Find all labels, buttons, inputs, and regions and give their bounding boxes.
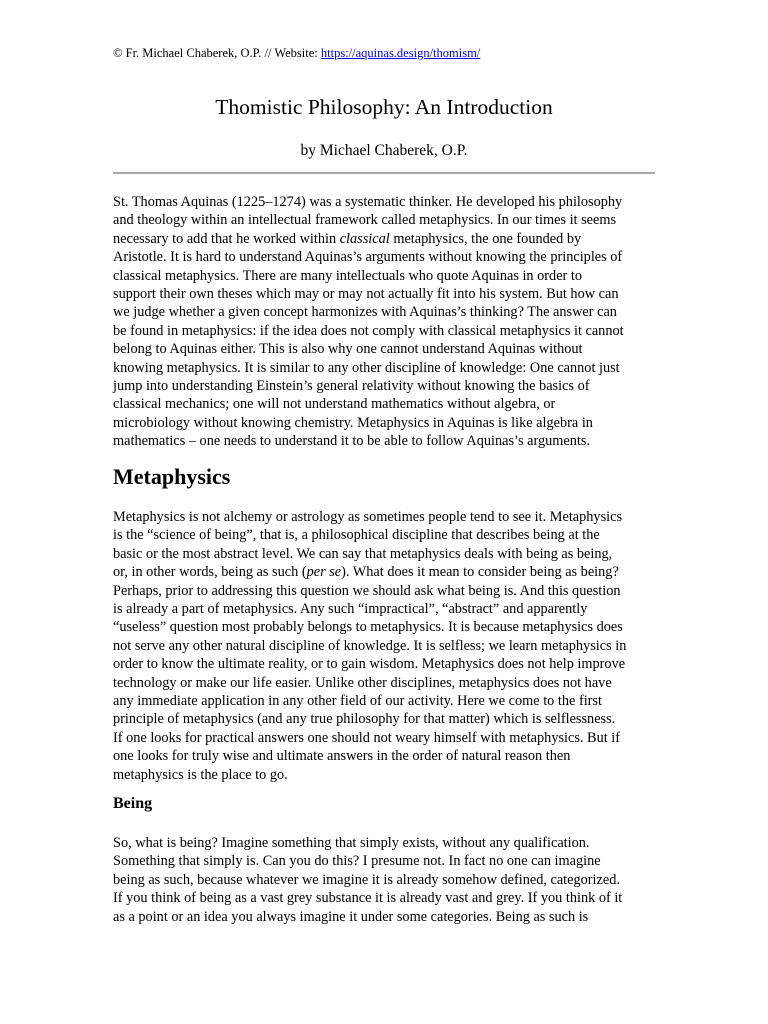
text-line: is the “science of being”, that is, a philosophical discipline that describes being at the (113, 527, 600, 544)
text-line: and theology within an intellectual framework called metaphysics. In our times it seems (113, 212, 617, 229)
text-line (113, 563, 655, 581)
text-segment: necessary to add that he worked within (113, 230, 340, 247)
text-line: principle of metaphysics (and any true philosophy for that matter) which is selflessness. (113, 711, 616, 728)
text-segment: ). What does it mean to consider being as being? (341, 564, 619, 581)
text-line: be found in metaphysics: if the idea does not comply with classical metaphysics it cannot (113, 322, 624, 339)
text-line: classical metaphysics. There are many intellectuals who quote Aquinas in order to (113, 267, 583, 284)
text-line: one looks for truly wise and ultimate answers in the order of natural reason then (113, 748, 571, 765)
text-line: metaphysics is the place to go. (113, 766, 288, 783)
text-line: Perhaps, prior to addressing this question we should ask what being is. And this question (113, 582, 621, 599)
text-line: If one looks for practical answers one should not weary himself with metaphysics. But if (113, 729, 621, 746)
text-line: classical mechanics; one will not understand mathematics without algebra, or (113, 396, 556, 413)
subsection-heading-being: Being (113, 795, 153, 812)
text-line: we judge whether a given concept harmonizes with Aquinas’s thinking? The answer can (113, 304, 617, 321)
text-segment: or, in other words, being as such ( (113, 564, 307, 581)
title-divider (113, 172, 655, 174)
text-line: Aristotle. It is hard to understand Aquinas’s arguments without knowing the principles of (113, 249, 623, 266)
text-line: is already a part of metaphysics. Any such “impractical”, “abstract” and apparently (113, 601, 588, 618)
text-line: If you think of being as a vast grey substance it is already vast and grey. If you think of it (113, 890, 623, 907)
italic-term: per se (306, 564, 342, 581)
document-title: Thomistic Philosophy: An Introduction (215, 95, 553, 119)
text-line: mathematics – one needs to understand it to be able to follow Aquinas’s arguments. (113, 433, 590, 450)
text-line: being as such, because whatever we imagine it is already somehow defined, categorized. (113, 871, 620, 888)
text-line: not serve any other natural discipline of knowledge. It is selfless; we learn metaphysics in (113, 637, 627, 654)
text-line (113, 230, 655, 248)
text-line: technology or make our life easier. Unlike other disciplines, metaphysics does not have (113, 674, 612, 691)
copyright-notice (113, 45, 480, 61)
text-line: “useless” question most probably belongs to metaphysics. It is because metaphysics does (113, 619, 623, 636)
text-line: basic or the most abstract level. We can say that metaphysics deals with being as being, (113, 545, 613, 562)
text-line: order to know the ultimate reality, or to gain wisdom. Metaphysics does not help improve (113, 656, 626, 673)
website-link[interactable]: https://aquinas.design/thomism/ (320, 46, 481, 60)
text-line: as a point or an idea you always imagine it under some categories. Being as such is (113, 908, 589, 925)
text-line: belong to Aquinas either. This is also why one cannot understand Aquinas without (113, 341, 583, 358)
document-byline: by Michael Chaberek, O.P. (300, 142, 468, 159)
text-segment: metaphysics, the one founded by (389, 230, 582, 247)
text-line: microbiology without knowing chemistry. Metaphysics in Aquinas is like algebra in (113, 414, 593, 431)
text-line: jump into understanding Einstein’s general relativity without knowing the basics of (113, 378, 590, 395)
text-line: St. Thomas Aquinas (1225–1274) was a systematic thinker. He developed his philosophy (113, 194, 623, 210)
text-line: Metaphysics is not alchemy or astrology as sometimes people tend to see it. Metaphysics (113, 509, 623, 525)
copyright-text: © Fr. Michael Chaberek, O.P. // Website: (113, 46, 321, 60)
text-line: So, what is being? Imagine something that simply exists, without any qualification. (113, 835, 590, 851)
text-line: Something that simply is. Can you do this? I presume not. In fact no one can imagine (113, 853, 601, 870)
intro-paragraph (113, 193, 655, 451)
text-line: support their own theses which may or may not actually fit into his system. But how can (113, 286, 619, 303)
being-paragraph (113, 834, 655, 926)
text-line: knowing metaphysics. It is similar to any other discipline of knowledge: One cannot just (113, 359, 620, 376)
metaphysics-paragraph (113, 508, 655, 784)
text-line: any immediate application in any other field of our activity. Here we come to the first (113, 693, 602, 710)
section-heading-metaphysics: Metaphysics (113, 464, 231, 489)
italic-term: classical (339, 230, 390, 247)
